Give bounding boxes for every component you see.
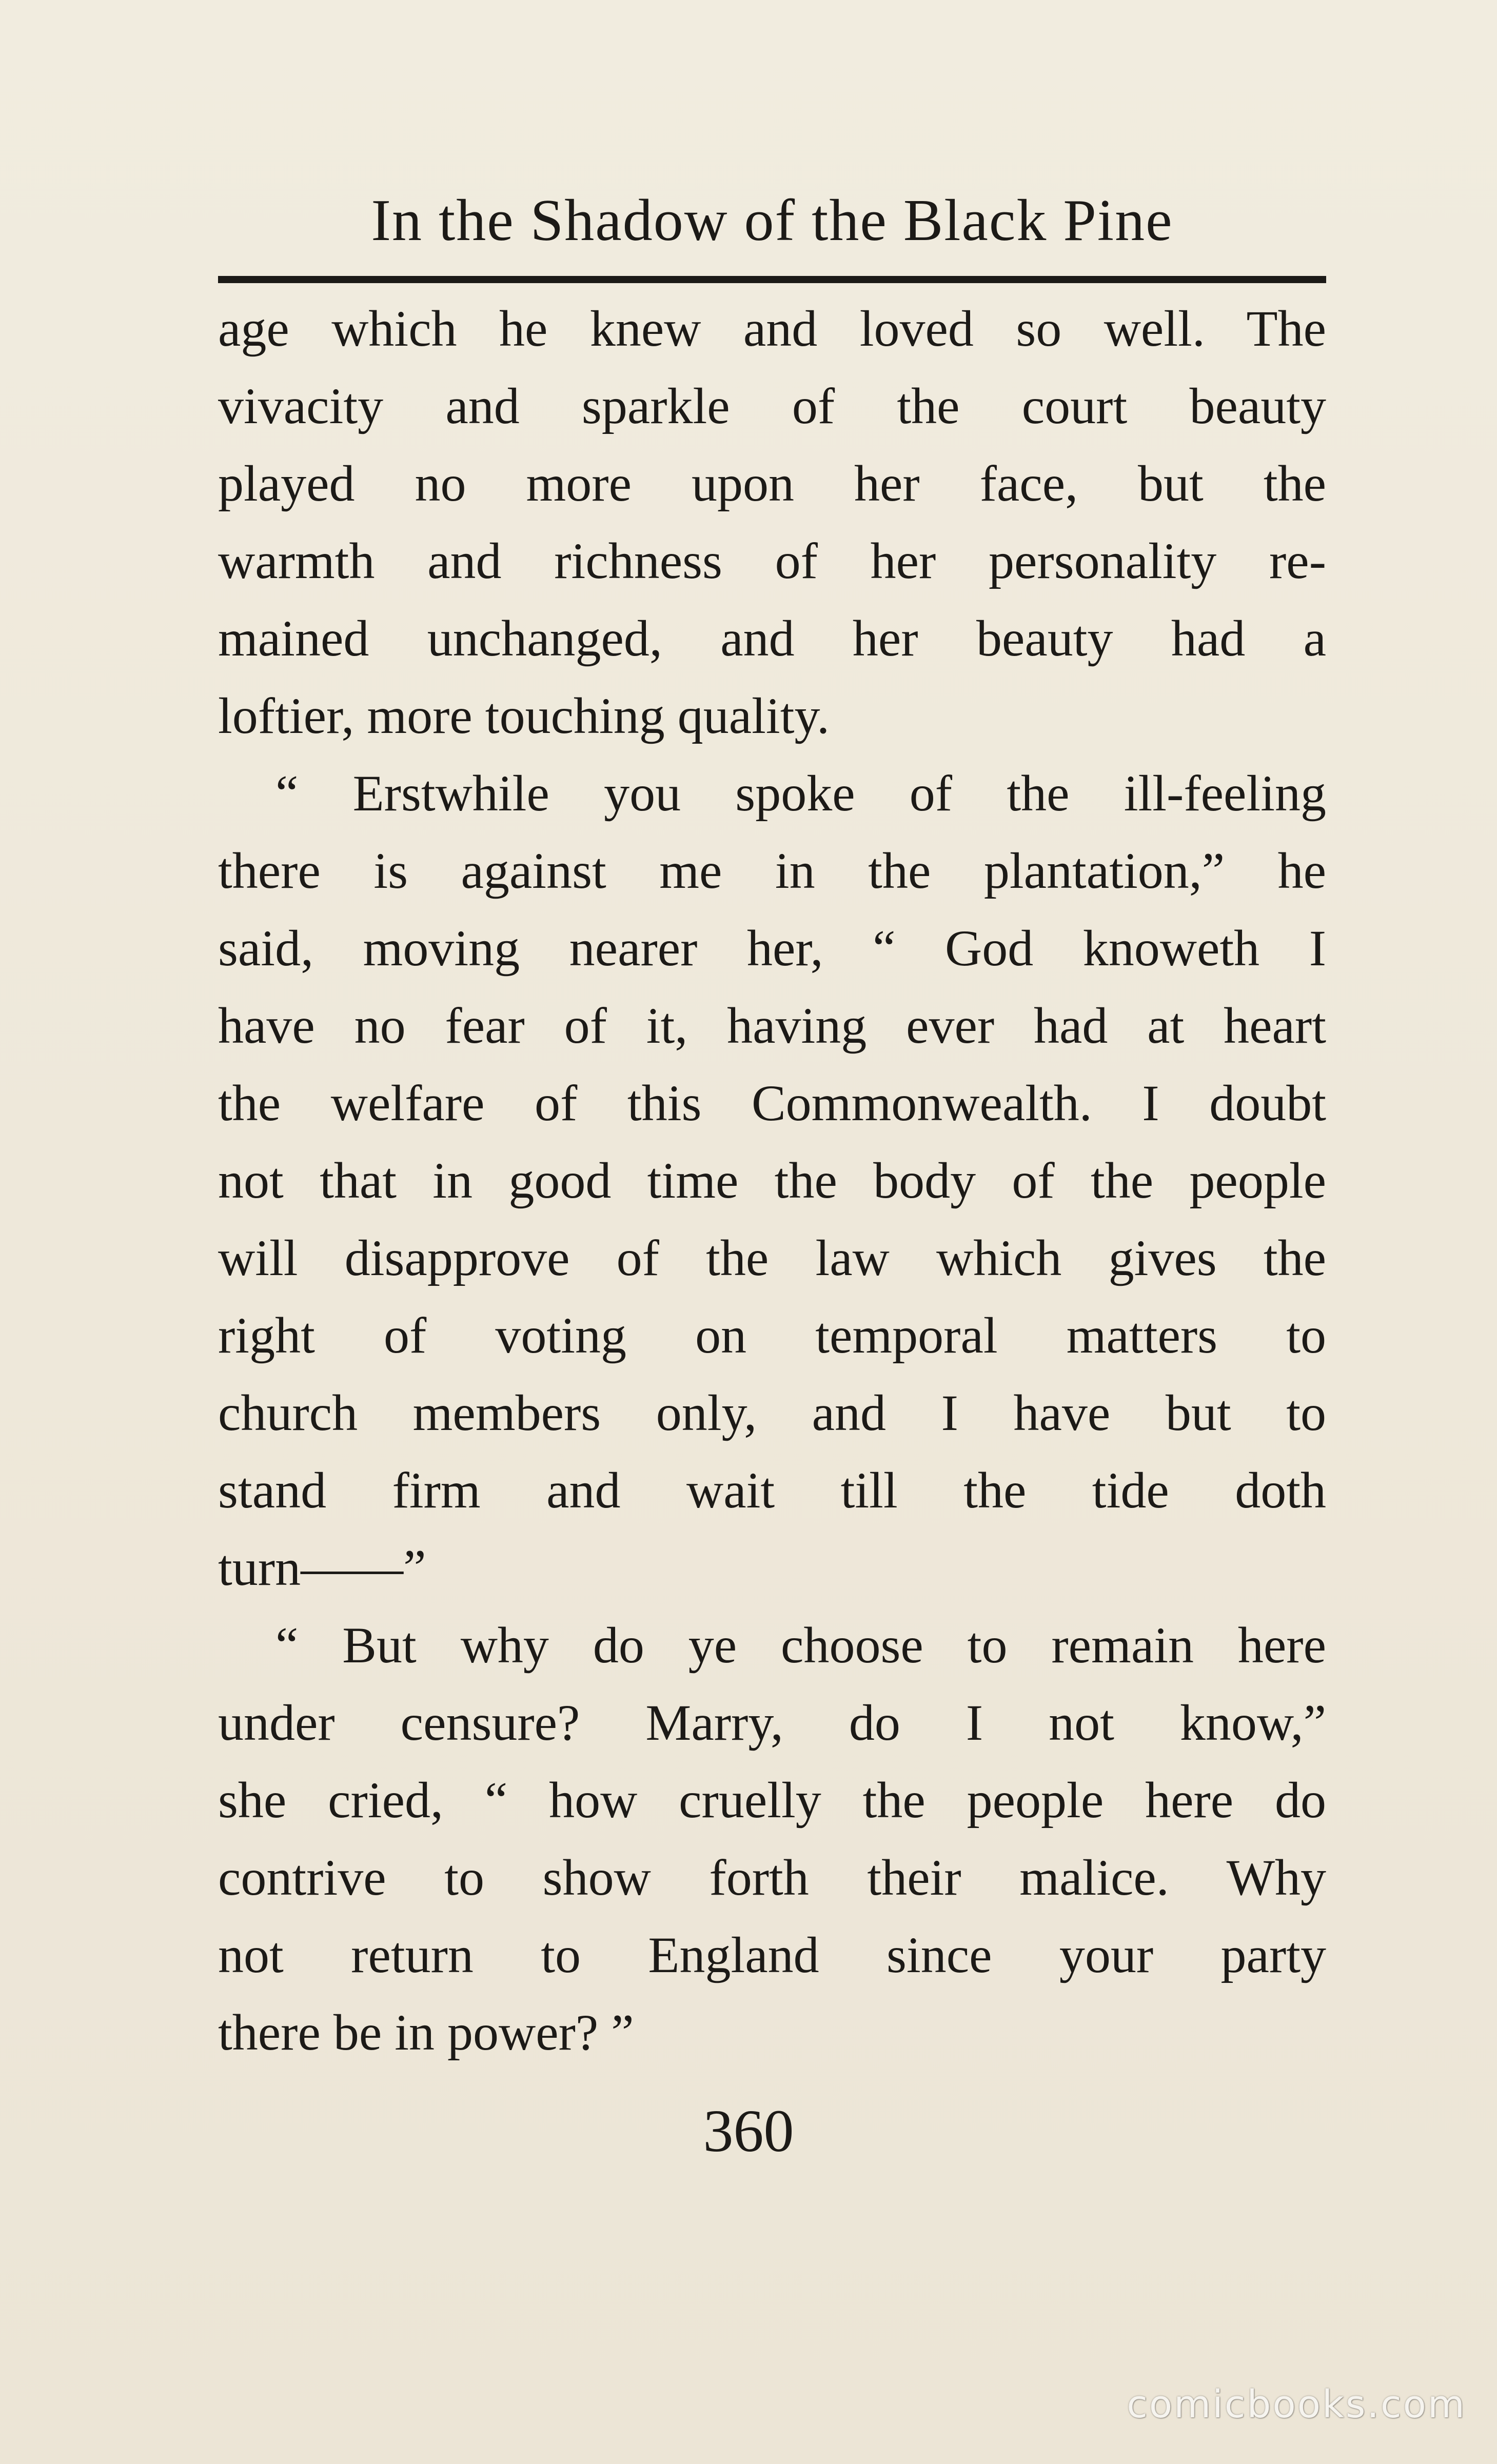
text-line: not return to England since your party [218,1926,1326,1983]
text-line: age which he knew and loved so well. The [218,300,1326,357]
watermark: comicbooks.com [1127,2382,1466,2427]
text-line: she cried, “ how cruelly the people here do [218,1772,1326,1829]
text-line: right of voting on temporal matters to [218,1307,1326,1364]
text-line: vivacity and sparkle of the court beauty [218,377,1326,434]
text-line: there be in power? ” [218,2004,634,2061]
text-line: warmth and richness of her personality re- [218,532,1326,589]
header-rule [218,276,1326,283]
text-line: “ But why do ye choose to remain here [275,1617,1326,1674]
text-line: mained unchanged, and her beauty had a [218,610,1326,667]
text-line: said, moving nearer her, “ God knoweth I [218,920,1326,977]
running-head: In the Shadow of the Black Pine [371,188,1173,253]
text-line: played no more upon her face, but the [218,455,1326,512]
text-line: loftier, more touching quality. [218,687,830,744]
body-text [218,290,1326,2071]
text-line: not that in good time the body of the people [218,1152,1326,1209]
page-number: 360 [703,2097,794,2164]
text-line: “ Erstwhile you spoke of the ill-feeling [275,765,1326,822]
text-line: the welfare of this Commonwealth. I doubt [218,1075,1326,1131]
text-line: under censure? Marry, do I not know,” [218,1694,1326,1751]
text-line: turn——” [218,1539,426,1596]
text-line: stand firm and wait till the tide doth [218,1462,1326,1519]
text-line: will disapprove of the law which gives the [218,1229,1326,1286]
text-line: there is against me in the plantation,” he [218,842,1326,899]
text-line: have no fear of it, having ever had at heart [218,997,1326,1054]
text-line: church members only, and I have but to [218,1384,1326,1441]
text-line: contrive to show forth their malice. Why [218,1849,1326,1906]
